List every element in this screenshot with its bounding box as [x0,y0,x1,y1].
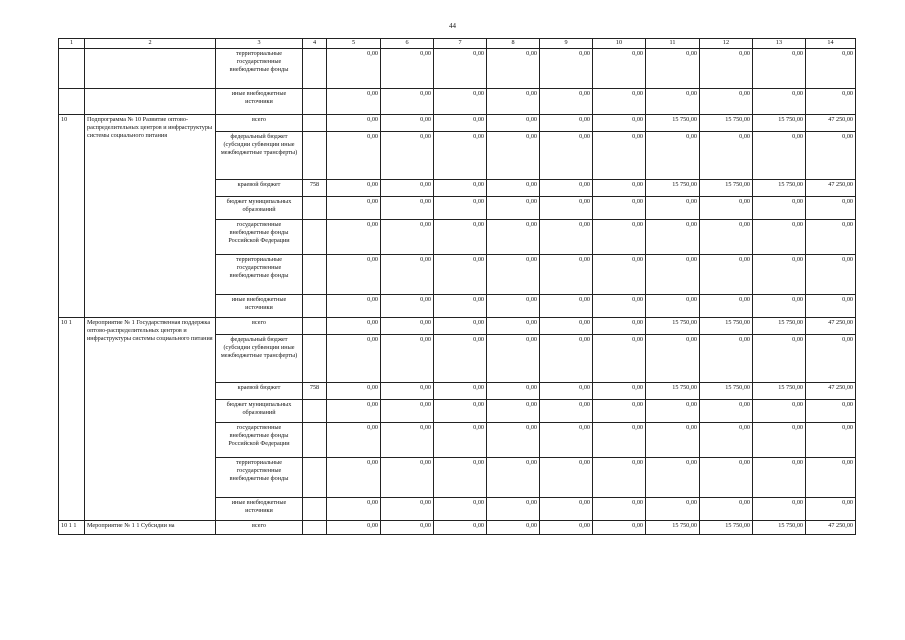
value-cell: 0,00 [540,318,593,335]
value-cell: 0,00 [540,132,593,180]
row-number-cell: 10 1 [59,318,85,521]
value-cell: 0,00 [700,89,753,115]
value-cell: 0,00 [806,335,856,383]
value-cell: 0,00 [327,335,381,383]
value-cell: 0,00 [593,132,646,180]
code-cell [303,295,327,318]
value-cell: 15 750,00 [753,383,806,400]
program-name-cell: Мероприятие № 1 1 Субсидии на [85,521,216,535]
value-cell: 0,00 [434,423,487,458]
value-cell: 0,00 [381,521,434,535]
value-cell: 15 750,00 [700,521,753,535]
value-cell: 0,00 [646,498,700,521]
value-cell: 0,00 [487,255,540,295]
value-cell: 0,00 [381,180,434,197]
value-cell: 0,00 [487,197,540,220]
value-cell: 0,00 [700,498,753,521]
value-cell: 0,00 [487,423,540,458]
value-cell: 15 750,00 [700,383,753,400]
header-cell: 1 [59,39,85,49]
value-cell: 0,00 [593,220,646,255]
table-row [59,49,856,89]
program-name-cell [85,89,216,115]
value-cell: 0,00 [434,89,487,115]
value-cell: 0,00 [487,400,540,423]
value-cell: 0,00 [487,458,540,498]
value-cell: 0,00 [487,521,540,535]
value-cell: 0,00 [540,383,593,400]
value-cell: 0,00 [381,220,434,255]
value-cell: 0,00 [646,132,700,180]
code-cell [303,318,327,335]
code-cell [303,89,327,115]
header-cell: 7 [434,39,487,49]
funding-source-cell: всего [216,318,303,335]
value-cell: 47 250,00 [806,521,856,535]
value-cell: 0,00 [700,423,753,458]
value-cell: 0,00 [434,458,487,498]
value-cell: 0,00 [327,115,381,132]
value-cell: 0,00 [487,49,540,89]
value-cell: 15 750,00 [700,115,753,132]
value-cell: 0,00 [540,180,593,197]
value-cell: 0,00 [593,383,646,400]
value-cell: 15 750,00 [753,521,806,535]
value-cell: 0,00 [487,498,540,521]
code-cell: 758 [303,383,327,400]
program-name-cell: Мероприятие № 1 Государственная поддержка оптово-распределительных центров и инфраструктуры системы социального питания [85,318,216,521]
funding-source-cell: территориальные государственные внебюджетные фонды [216,255,303,295]
funding-source-cell: иные внебюджетные источники [216,295,303,318]
value-cell: 0,00 [646,295,700,318]
value-cell: 0,00 [593,498,646,521]
value-cell: 0,00 [806,49,856,89]
value-cell: 0,00 [806,220,856,255]
value-cell: 15 750,00 [646,521,700,535]
code-cell [303,521,327,535]
value-cell: 0,00 [381,383,434,400]
value-cell: 15 750,00 [646,383,700,400]
value-cell: 0,00 [593,521,646,535]
funding-source-cell: территориальные государственные внебюджетные фонды [216,49,303,89]
row-number-cell [59,89,85,115]
value-cell: 0,00 [381,89,434,115]
value-cell: 15 750,00 [646,180,700,197]
value-cell: 0,00 [700,49,753,89]
value-cell: 0,00 [540,335,593,383]
value-cell: 0,00 [646,400,700,423]
value-cell: 0,00 [646,335,700,383]
funding-source-cell: федеральный бюджет (субсидии субвенции иные межбюджетные трансферты) [216,132,303,180]
program-name-cell [85,49,216,89]
funding-source-cell: всего [216,115,303,132]
funding-source-cell: иные внебюджетные источники [216,89,303,115]
header-cell: 13 [753,39,806,49]
value-cell: 0,00 [646,89,700,115]
value-cell: 0,00 [540,115,593,132]
value-cell: 0,00 [593,295,646,318]
value-cell: 0,00 [540,220,593,255]
value-cell: 0,00 [646,423,700,458]
code-cell [303,255,327,295]
page-number: 44 [449,22,456,30]
code-cell [303,400,327,423]
value-cell: 0,00 [753,458,806,498]
value-cell: 0,00 [487,180,540,197]
row-number-cell: 10 [59,115,85,318]
value-cell: 0,00 [593,180,646,197]
value-cell: 0,00 [806,255,856,295]
value-cell: 47 250,00 [806,180,856,197]
value-cell: 0,00 [700,197,753,220]
value-cell: 0,00 [806,400,856,423]
table-row [59,89,856,115]
value-cell: 0,00 [434,335,487,383]
value-cell: 0,00 [487,383,540,400]
value-cell: 0,00 [487,335,540,383]
value-cell: 0,00 [700,220,753,255]
value-cell: 15 750,00 [700,318,753,335]
funding-source-cell: всего [216,521,303,535]
header-cell: 3 [216,39,303,49]
value-cell: 0,00 [487,115,540,132]
value-cell: 0,00 [806,295,856,318]
table-row [59,115,856,132]
value-cell: 0,00 [327,132,381,180]
value-cell: 0,00 [806,458,856,498]
value-cell: 0,00 [593,89,646,115]
value-cell: 0,00 [381,400,434,423]
value-cell: 47 250,00 [806,383,856,400]
header-cell: 12 [700,39,753,49]
funding-source-cell: государственные внебюджетные фонды Российской Федерации [216,423,303,458]
value-cell: 0,00 [540,197,593,220]
funding-source-cell: государственные внебюджетные фонды Российской Федерации [216,220,303,255]
funding-source-cell: краевой бюджет [216,383,303,400]
value-cell: 0,00 [593,400,646,423]
value-cell: 0,00 [540,255,593,295]
value-cell: 0,00 [753,400,806,423]
value-cell: 0,00 [487,89,540,115]
value-cell: 0,00 [327,49,381,89]
value-cell: 0,00 [593,197,646,220]
value-cell: 15 750,00 [646,318,700,335]
value-cell: 0,00 [753,132,806,180]
header-cell: 14 [806,39,856,49]
value-cell: 0,00 [381,295,434,318]
value-cell: 0,00 [593,458,646,498]
value-cell: 0,00 [753,423,806,458]
header-cell: 2 [85,39,216,49]
value-cell: 0,00 [327,180,381,197]
value-cell: 0,00 [753,197,806,220]
code-cell [303,197,327,220]
value-cell: 47 250,00 [806,115,856,132]
value-cell: 0,00 [593,335,646,383]
value-cell: 0,00 [381,255,434,295]
value-cell: 0,00 [646,49,700,89]
value-cell: 0,00 [434,49,487,89]
value-cell: 0,00 [806,89,856,115]
value-cell: 0,00 [381,132,434,180]
table-row [59,521,856,535]
value-cell: 0,00 [593,423,646,458]
value-cell: 0,00 [593,318,646,335]
value-cell: 0,00 [434,132,487,180]
funding-source-cell: краевой бюджет [216,180,303,197]
table-header-row [59,39,856,49]
value-cell: 0,00 [434,521,487,535]
value-cell: 0,00 [327,295,381,318]
value-cell: 0,00 [487,318,540,335]
value-cell: 0,00 [646,220,700,255]
value-cell: 15 750,00 [700,180,753,197]
value-cell: 0,00 [434,318,487,335]
value-cell: 0,00 [434,400,487,423]
value-cell: 0,00 [487,295,540,318]
value-cell: 0,00 [327,423,381,458]
code-cell [303,115,327,132]
value-cell: 0,00 [487,132,540,180]
funding-source-cell: иные внебюджетные источники [216,498,303,521]
value-cell: 0,00 [381,498,434,521]
value-cell: 0,00 [753,220,806,255]
value-cell: 15 750,00 [753,115,806,132]
header-cell: 8 [487,39,540,49]
value-cell: 0,00 [806,132,856,180]
value-cell: 0,00 [434,383,487,400]
value-cell: 0,00 [540,49,593,89]
code-cell [303,423,327,458]
value-cell: 0,00 [806,498,856,521]
value-cell: 47 250,00 [806,318,856,335]
value-cell: 0,00 [646,458,700,498]
value-cell: 0,00 [381,423,434,458]
value-cell: 0,00 [381,49,434,89]
value-cell: 0,00 [434,498,487,521]
value-cell: 0,00 [646,197,700,220]
value-cell: 0,00 [327,498,381,521]
code-cell [303,220,327,255]
header-cell: 4 [303,39,327,49]
row-number-cell: 10 1 1 [59,521,85,535]
value-cell: 0,00 [753,255,806,295]
value-cell: 0,00 [327,197,381,220]
value-cell: 0,00 [434,197,487,220]
value-cell: 0,00 [753,49,806,89]
value-cell: 0,00 [593,49,646,89]
code-cell [303,132,327,180]
value-cell: 0,00 [700,458,753,498]
value-cell: 0,00 [487,220,540,255]
value-cell: 0,00 [381,115,434,132]
value-cell: 0,00 [434,295,487,318]
value-cell: 0,00 [327,255,381,295]
value-cell: 0,00 [646,255,700,295]
program-name-cell: Подпрограмма № 10 Развитие оптово-распределительных центров и инфраструктуры системы социального питания [85,115,216,318]
funding-source-cell: бюджет муниципальных образований [216,197,303,220]
value-cell: 0,00 [540,521,593,535]
value-cell: 0,00 [540,423,593,458]
value-cell: 0,00 [806,197,856,220]
header-cell: 5 [327,39,381,49]
value-cell: 0,00 [434,180,487,197]
value-cell: 0,00 [700,295,753,318]
row-number-cell [59,49,85,89]
funding-source-cell: территориальные государственные внебюджетные фонды [216,458,303,498]
value-cell: 0,00 [327,458,381,498]
value-cell: 15 750,00 [646,115,700,132]
value-cell: 0,00 [381,197,434,220]
value-cell: 0,00 [806,423,856,458]
header-cell: 11 [646,39,700,49]
value-cell: 0,00 [700,132,753,180]
value-cell: 0,00 [753,335,806,383]
value-cell: 0,00 [540,458,593,498]
value-cell: 0,00 [593,255,646,295]
header-cell: 9 [540,39,593,49]
value-cell: 0,00 [327,220,381,255]
value-cell: 0,00 [381,335,434,383]
value-cell: 0,00 [381,458,434,498]
value-cell: 0,00 [327,400,381,423]
code-cell: 758 [303,180,327,197]
value-cell: 0,00 [700,335,753,383]
value-cell: 15 750,00 [753,180,806,197]
value-cell: 0,00 [327,318,381,335]
value-cell: 0,00 [327,521,381,535]
value-cell: 0,00 [753,89,806,115]
value-cell: 0,00 [700,255,753,295]
value-cell: 0,00 [753,295,806,318]
value-cell: 0,00 [327,89,381,115]
value-cell: 0,00 [381,318,434,335]
value-cell: 0,00 [327,383,381,400]
value-cell: 0,00 [540,400,593,423]
value-cell: 15 750,00 [753,318,806,335]
value-cell: 0,00 [434,220,487,255]
value-cell: 0,00 [593,115,646,132]
funding-source-cell: федеральный бюджет (субсидии субвенции иные межбюджетные трансферты) [216,335,303,383]
header-cell: 6 [381,39,434,49]
value-cell: 0,00 [700,400,753,423]
code-cell [303,498,327,521]
code-cell [303,458,327,498]
value-cell: 0,00 [540,295,593,318]
code-cell [303,335,327,383]
budget-table [58,38,856,535]
funding-source-cell: бюджет муниципальных образований [216,400,303,423]
value-cell: 0,00 [540,498,593,521]
value-cell: 0,00 [753,498,806,521]
code-cell [303,49,327,89]
header-cell: 10 [593,39,646,49]
value-cell: 0,00 [434,115,487,132]
table-row [59,318,856,335]
value-cell: 0,00 [540,89,593,115]
value-cell: 0,00 [434,255,487,295]
